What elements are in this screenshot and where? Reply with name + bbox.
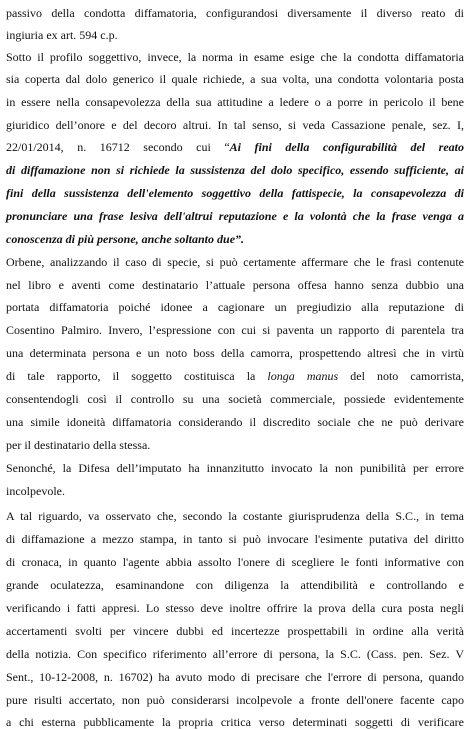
text-line: accertamenti svolti per vincere dubbi ed incertezze prospettabili in ordine alla verità [6, 624, 464, 638]
text-line: in essere nella consapevolezza della sua attitudine a ledere o a porre in pericolo il bene [6, 95, 464, 109]
quote-line: fini della sussistenza dell'elemento soggettivo della fattispecie, la consapevolezza di [6, 186, 464, 200]
text-line: A tal riguardo, va osservato che, secondo la costante giurisprudenza della S.C., in tema [6, 509, 464, 523]
text-line: pure risulti accertato, non può considerarsi incolpevole a fronte dell'onere facente capo [6, 693, 464, 707]
text-line: Sent., 10-12-2008, n. 16702) ha avuto modo di precisare che l'errore di persona, quando [6, 670, 464, 684]
text-line-mixed [6, 140, 464, 154]
quote-start: Ai fini della configurabilità del reato [229, 140, 464, 154]
text-line: a chi esterna pubblicamente la propria critica verso determinati soggetti di verificare [6, 715, 464, 729]
text-line: passivo della condotta diffamatoria, configurandosi diversamente il diverso reato di [6, 6, 464, 20]
text-line: Sotto il profilo soggettivo, invece, la norma in esame esige che la condotta diffamatoria [6, 50, 464, 64]
quote-line: pronunciare una frase lesiva dell'altrui reputazione e la volontà che la frase venga a [6, 209, 464, 223]
text-line: grande oculatezza, esaminandone con diligenza la attendibilità e controllando e [6, 578, 464, 592]
text-line: verificando i fatti appresi. Lo stesso deve inoltre offrire la prova della cura posta negli [6, 601, 464, 615]
text-line: giuridico dell’onore e del decoro altrui. In tal senso, si veda Cassazione penale, sez. I, [6, 118, 464, 132]
text-line: incolpevole. [6, 484, 65, 498]
text-line: portata diffamatoria poiché idonee a cagionare un pregiudizio alla reputazione di [6, 300, 464, 314]
text-line: consentendogli così il controllo su una società commerciale, possiede evidentemente [6, 392, 464, 406]
text-line: di cronaca, in quanto l'agente abbia assolto l'onere di scegliere le fonti informative con [6, 555, 464, 569]
text-line: Orbene, analizzando il caso di specie, si può certamente affermare che le frasi contenute [6, 255, 464, 269]
text-line: una determinata persona e un noto boss della camorra, prospettendo altresì che in virtù [6, 346, 464, 360]
text-line: per il destinatario della stessa. [6, 438, 151, 452]
text-line: sia coperta dal dolo generico il quale richiede, a sua volta, una condotta volontaria posta [6, 72, 464, 86]
quote-line: conoscenza di più persone, anche soltanto due”. [6, 232, 245, 246]
text-line: Senonché, la Difesa dell’imputato ha innanzitutto invocato la non punibilità per errore [6, 461, 464, 475]
text-line: della notizia. Con specifico riferimento all’errore di persona, la S.C. (Cass. pen. Sez. V [6, 647, 464, 661]
text-line: nel libro e aventi come destinatario l’attuale persona offesa hanno senza dubbio una [6, 278, 464, 292]
text-line: Cosentino Palmiro. Invero, l’espressione con cui si paventa un rapporto di parentela tra [6, 323, 464, 337]
citation-text: 22/01/2014, n. 16712 secondo cui “ [6, 140, 230, 154]
text-line: una simile idoneità diffamatoria considerando il discredito sociale che ne può derivare [6, 415, 464, 429]
text-line: di diffamazione a mezzo stampa, in tanto si può invocare l'esimente putativa del diritto [6, 532, 464, 546]
text-line: di tale rapporto, il soggetto costituisca la longa manus del noto camorrista, [6, 369, 465, 383]
latin-term: longa manus [267, 369, 339, 383]
quote-line: di diffamazione non si richiede la sussistenza del dolo specifico, essendo sufficiente, ai [6, 163, 464, 177]
text-line: ingiuria ex art. 594 c.p. [6, 28, 118, 42]
